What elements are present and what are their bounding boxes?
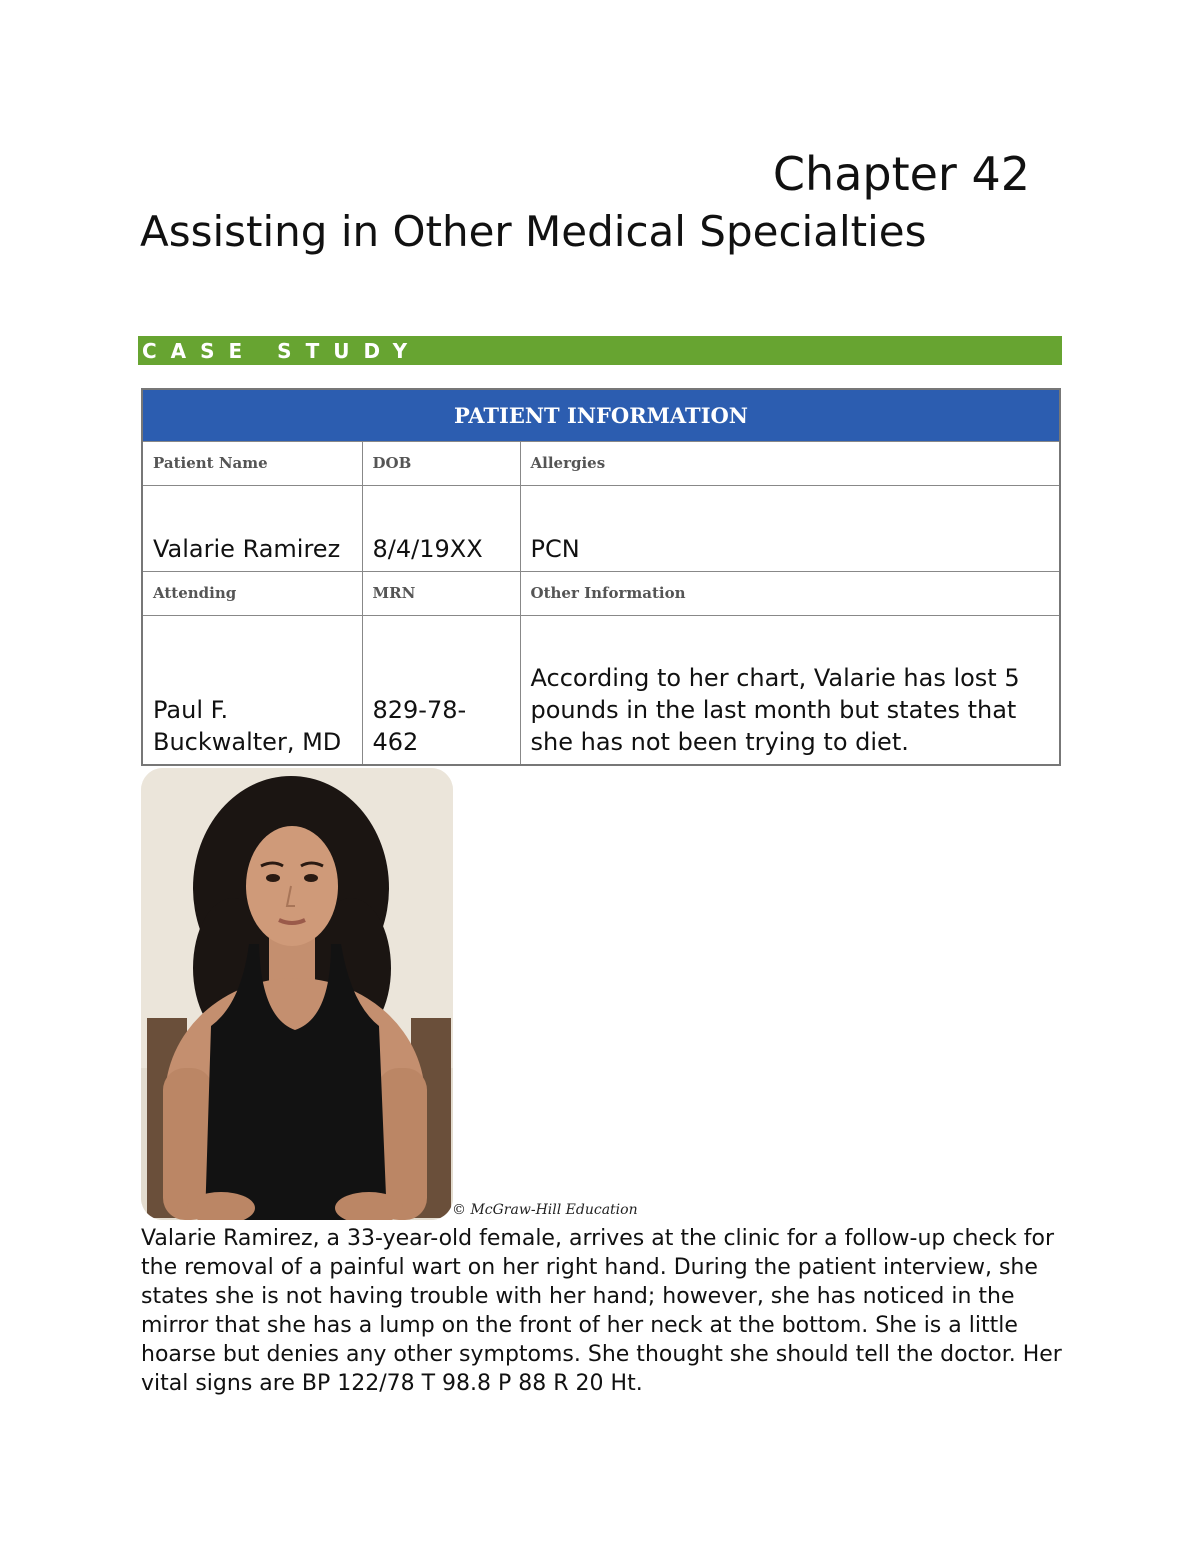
- chapter-title: Assisting in Other Medical Specialties: [140, 207, 927, 256]
- patient-photo: [141, 768, 453, 1220]
- patient-information-table: [141, 388, 1061, 766]
- value-patient-name: Valarie Ramirez: [142, 485, 362, 571]
- patient-information-heading: PATIENT INFORMATION: [142, 389, 1060, 441]
- label-allergies: Allergies: [520, 441, 1060, 485]
- case-study-banner: CASE STUDY: [138, 336, 1062, 365]
- value-mrn: 829-78-462: [362, 615, 520, 765]
- case-narrative: Valarie Ramirez, a 33-year-old female, arrives at the clinic for a follow-up check for the removal of a painful wart on her right hand. During the patient interview, she states she is not having trouble with her hand; however, she has noticed in the mirror that she has a lump on the front of her neck at the bottom. She is a little hoarse but denies any other symptoms. She thought she should tell the doctor. Her vital signs are BP 122/78 T 98.8 P 88 R 20 Ht.: [141, 1226, 1062, 1396]
- value-other-information: According to her chart, Valarie has lost 5 pounds in the last month but states that she has not been trying to diet.: [520, 615, 1060, 765]
- label-mrn: MRN: [362, 571, 520, 615]
- chapter-number: Chapter 42: [772, 147, 1030, 201]
- label-other-information: Other Information: [520, 571, 1060, 615]
- patient-photo-illustration: [141, 768, 453, 1220]
- label-dob: DOB: [362, 441, 520, 485]
- value-allergies: PCN: [520, 485, 1060, 571]
- label-patient-name: Patient Name: [142, 441, 362, 485]
- label-attending: Attending: [142, 571, 362, 615]
- photo-credit: © McGraw-Hill Education: [452, 1202, 638, 1218]
- value-attending: Paul F. Buckwalter, MD: [142, 615, 362, 765]
- value-dob: 8/4/19XX: [362, 485, 520, 571]
